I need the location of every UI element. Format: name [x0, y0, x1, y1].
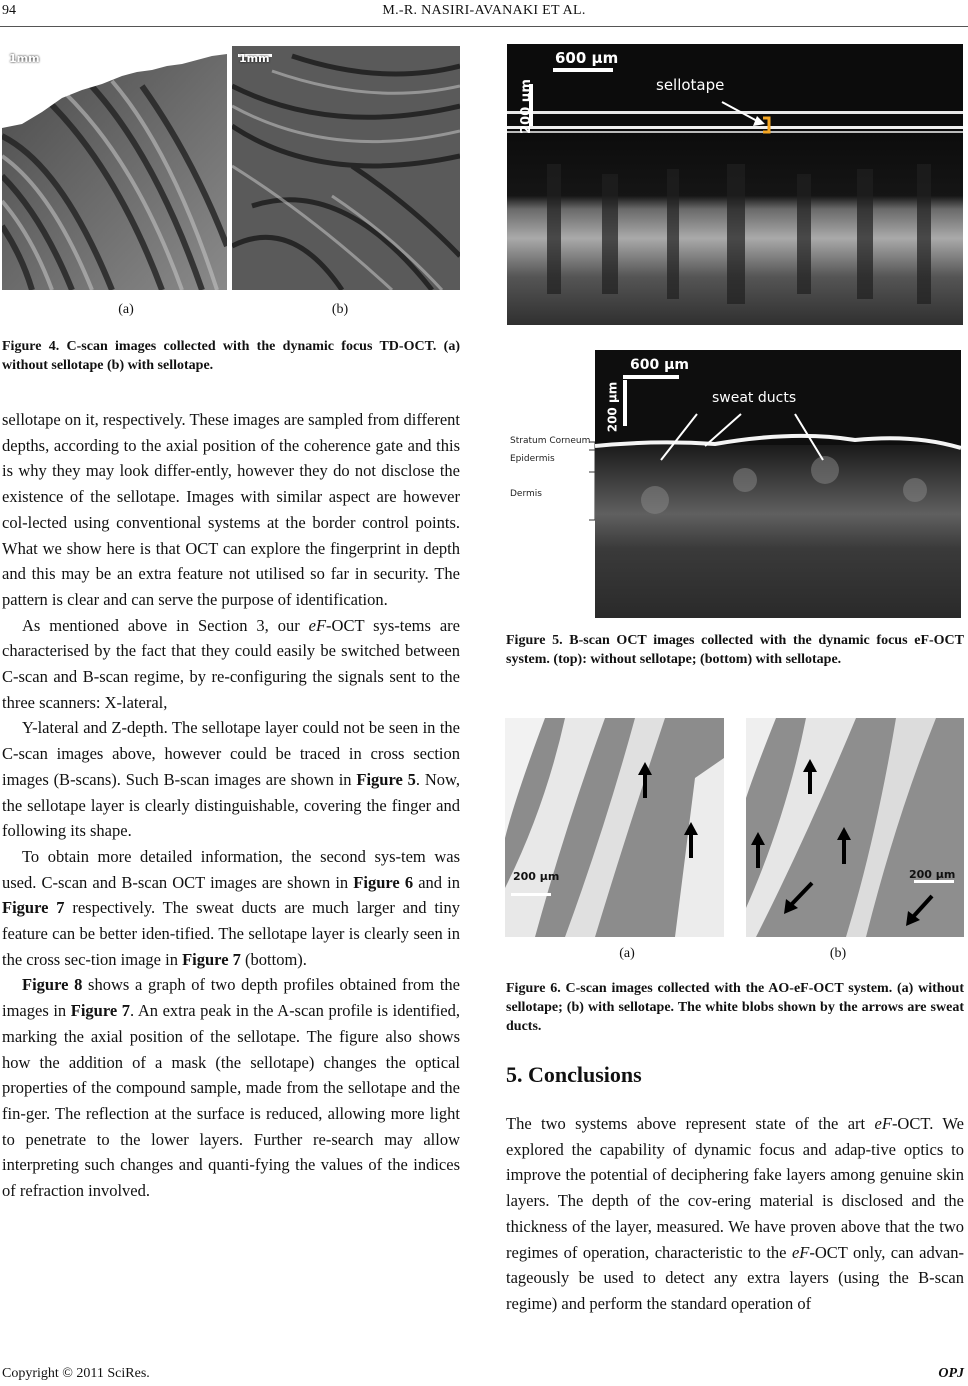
p5-text-a: shows a graph of two depth profiles obtained from the images in [2, 975, 460, 1021]
p2-text-b: -OCT sys-tems are characterised by the fact that they could easily be switched between C-scan and B-scan regime, by re-configuring the signals sent to the three scanners: X-lateral, [2, 615, 460, 712]
paragraph-2 [2, 613, 460, 716]
figure6-scale-a: 200 µm [513, 870, 560, 883]
header-rule [0, 26, 968, 27]
figure4-image-a-texture [2, 46, 227, 290]
layer-epidermis: Epidermis [510, 454, 555, 464]
conclusions-text-b: -OCT. We explored the capability of dynamic focus and adap-tive optics to improve the potential of deciphering fake layers among genuine skin layers. The depth of the cov-ering material is disclosed and the thickness of the layer, measured. We have proven above that the two regimes of operation, characteristic to the [506, 1114, 964, 1262]
page-number: 94 [2, 3, 16, 18]
sweat-ducts-annotation: sweat ducts [712, 390, 797, 406]
p4-text-c: (bottom). [240, 949, 307, 969]
sellotape-annotation: sellotape [656, 76, 725, 94]
p4-text-a: To obtain more detailed information, the second sys-tem was used. C-scan and B-scan OCT images are shown in [2, 846, 460, 892]
conclusions-text-a: The two systems above represent state of the art [506, 1114, 875, 1133]
figure6-image-b [746, 718, 964, 937]
layer-stratum-corneum: Stratum Corneum [510, 436, 591, 446]
conclusions-emphasis-2: eF [791, 1242, 810, 1262]
p4-text-b: respectively. The sweat ducts are much larger and tiny feature can be better iden-tified. The sellotape layer is clearly seen in the cross sec-tion image in [2, 898, 460, 969]
p4-text-mid: and in [413, 872, 460, 892]
figure4-scale-a: 1mm [9, 52, 40, 65]
paragraph-4 [2, 844, 460, 973]
figure5-layer-labels [507, 432, 597, 522]
figure4-label-b: (b) [331, 302, 349, 317]
p2-emphasis: eF [308, 615, 327, 635]
figure4-label-a: (a) [118, 302, 134, 317]
figure5-bottom-scale-x: 600 µm [630, 357, 689, 373]
figure4-caption: Figure 4. C-scan images collected with the dynamic focus TD-OCT. (a) without sellotape (b) with sellotape. [2, 339, 460, 373]
figure4-image-b [232, 46, 460, 290]
p5-text-b: . An extra peak in the A-scan profile is identified, marking the axial position of the sellotape. The figure also shows how the addition of a mask (the sellotape) changes the optical properties of the compound sample, made from the sellotape and the fin-ger. The reflection at the surface is reduced, allowing more light to penetrate to the lower layers. Further re-search may allow interpreting such changes and quanti-fying the values of the indices of refraction involved. [2, 1001, 460, 1201]
figure6-scale-b: 200 µm [909, 868, 956, 881]
figure5-top-texture [507, 44, 963, 325]
conclusions-text [506, 1111, 964, 1317]
figure6-label-b: (b) [829, 946, 847, 961]
p3-text-b: . Now, the sellotape layer is clearly distinguishable, covering the finger and following its shape. [2, 769, 460, 841]
figure4-image-b-texture [232, 46, 460, 290]
figure7-reference[interactable]: Figure 7 [2, 898, 65, 918]
running-title: M.-R. NASIRI-AVANAKI ET AL. [382, 3, 586, 18]
figure5-top-image [507, 44, 963, 325]
figure5-top-scale-x: 600 µm [555, 49, 619, 67]
figure5-bottom-image [595, 350, 961, 618]
p2-text-a: As mentioned above in Section 3, our [22, 615, 309, 635]
layer-dermis: Dermis [510, 489, 542, 499]
section-heading-conclusions: 5. Conclusions [506, 1062, 642, 1087]
figure6-image-a [505, 718, 724, 937]
figure4-image-a [2, 46, 227, 290]
footer-journal: OPJ [938, 1366, 964, 1381]
figure6-image-b-texture [746, 718, 964, 937]
figure7-reference-3[interactable]: Figure 7 [70, 1001, 131, 1021]
paragraph-1: sellotape on it, respectively. These images are sampled from different depths, according to the axial position of the coherence gate and this is why they may look differ-ently, however they do not disclose the existence of the sellotape. Images with similar aspect are however col-lected using conventional systems at the border control points. What we show here is that OCT can explore the fingerprint in depth and this may be an extra feature not utilised so far in security. The pattern is clear and can serve the purpose of identification. [2, 410, 460, 609]
p3-text-a: Y-lateral and Z-depth. The sellotape layer could not be seen in the C-scan images above, however could be traced in cross section images (B-scans). Such B-scan images are shown in [2, 718, 460, 789]
figure6-image-a-texture [505, 718, 724, 937]
figure6-reference[interactable]: Figure 6 [353, 872, 414, 892]
figure4-scale-b: 1mm [239, 52, 270, 65]
figure7-reference-2[interactable]: Figure 7 [182, 949, 241, 969]
footer-copyright: Copyright © 2011 SciRes. [2, 1366, 150, 1381]
figure5-caption: Figure 5. B-scan OCT images collected with the dynamic focus eF-OCT system. (top): without sellotape; (bottom) with sellotape. [506, 633, 964, 667]
figure6-label-a: (a) [619, 946, 635, 961]
figure5-bottom-scale-y: 200 µm [605, 381, 620, 433]
left-column-text [2, 407, 460, 1204]
paragraph-3 [2, 715, 460, 844]
conclusions-emphasis-1: eF [874, 1114, 892, 1133]
figure6-caption: Figure 6. C-scan images collected with the AO-eF-OCT system. (a) without sellotape; (b) with sellotape. The white blobs shown by the arrows are sweat ducts. [506, 981, 964, 1034]
conclusions-text-c: -OCT only, can advan-tageously be used to detect any extra layers (using the B-scan regime) and perform the standard operation of [506, 1242, 965, 1313]
figure5-reference[interactable]: Figure 5 [356, 769, 416, 789]
figure5-top-scale-y: 200 µm [518, 79, 534, 134]
paragraph-5 [2, 972, 460, 1203]
figure8-reference[interactable]: Figure 8 [22, 975, 83, 995]
